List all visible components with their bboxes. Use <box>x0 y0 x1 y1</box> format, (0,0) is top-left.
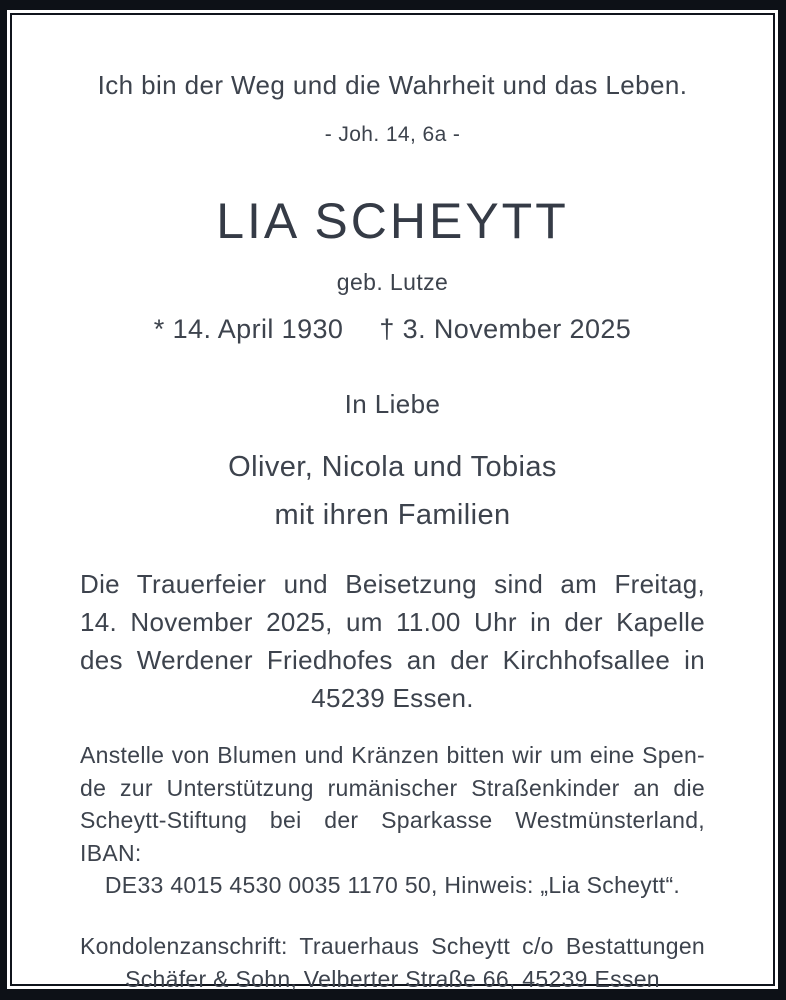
closing-phrase: In Liebe <box>344 389 441 419</box>
donation-request <box>80 739 705 902</box>
text-line: Kondolenzanschrift: Trauerhaus Scheytt c/o Bestattungen <box>80 932 705 959</box>
life-dates <box>80 311 705 347</box>
text-line: des Werdener Friedhofes an der Kirchhofsallee in <box>80 645 705 675</box>
text-line: de zur Unterstützung rumänischer Straßenkinder an die <box>80 774 705 801</box>
deceased-name: LIA SCHEYTT <box>216 193 569 249</box>
mourners <box>80 443 705 539</box>
condolence-address <box>80 930 705 996</box>
text-line: Schäfer & Sohn, Velberter Straße 66, 45239 Essen <box>125 965 660 992</box>
text-line: Oliver, Nicola und Tobias <box>228 451 557 483</box>
text-line: Die Trauerfeier und Beisetzung sind am Freitag, <box>80 569 705 599</box>
death-date: † 3. November 2025 <box>379 314 632 344</box>
birth-date: * 14. April 1930 <box>153 314 344 344</box>
text-line: DE33 4015 4530 0035 1170 50, Hinweis: „Lia Scheytt“. <box>104 872 681 898</box>
text-line: Scheytt-Stiftung bei der Sparkasse Westmünsterland, IBAN: <box>80 807 705 866</box>
text-line: Anstelle von Blumen und Kränzen bitten wir um eine Spen- <box>80 742 705 768</box>
maiden-name: geb. Lutze <box>336 269 449 295</box>
scripture-quote: Ich bin der Weg und die Wahrheit und das Leben. <box>97 70 688 100</box>
funeral-details <box>80 565 705 717</box>
text-line: 14. November 2025, um 11.00 Uhr in der Kapelle <box>80 607 705 637</box>
notice-inner-panel <box>10 13 775 992</box>
text-line: mit ihren Familien <box>274 499 511 531</box>
frame-white-stripe <box>7 10 778 992</box>
text-line: 45239 Essen. <box>311 683 474 713</box>
scripture-reference: - Joh. 14, 6a - <box>324 123 461 146</box>
